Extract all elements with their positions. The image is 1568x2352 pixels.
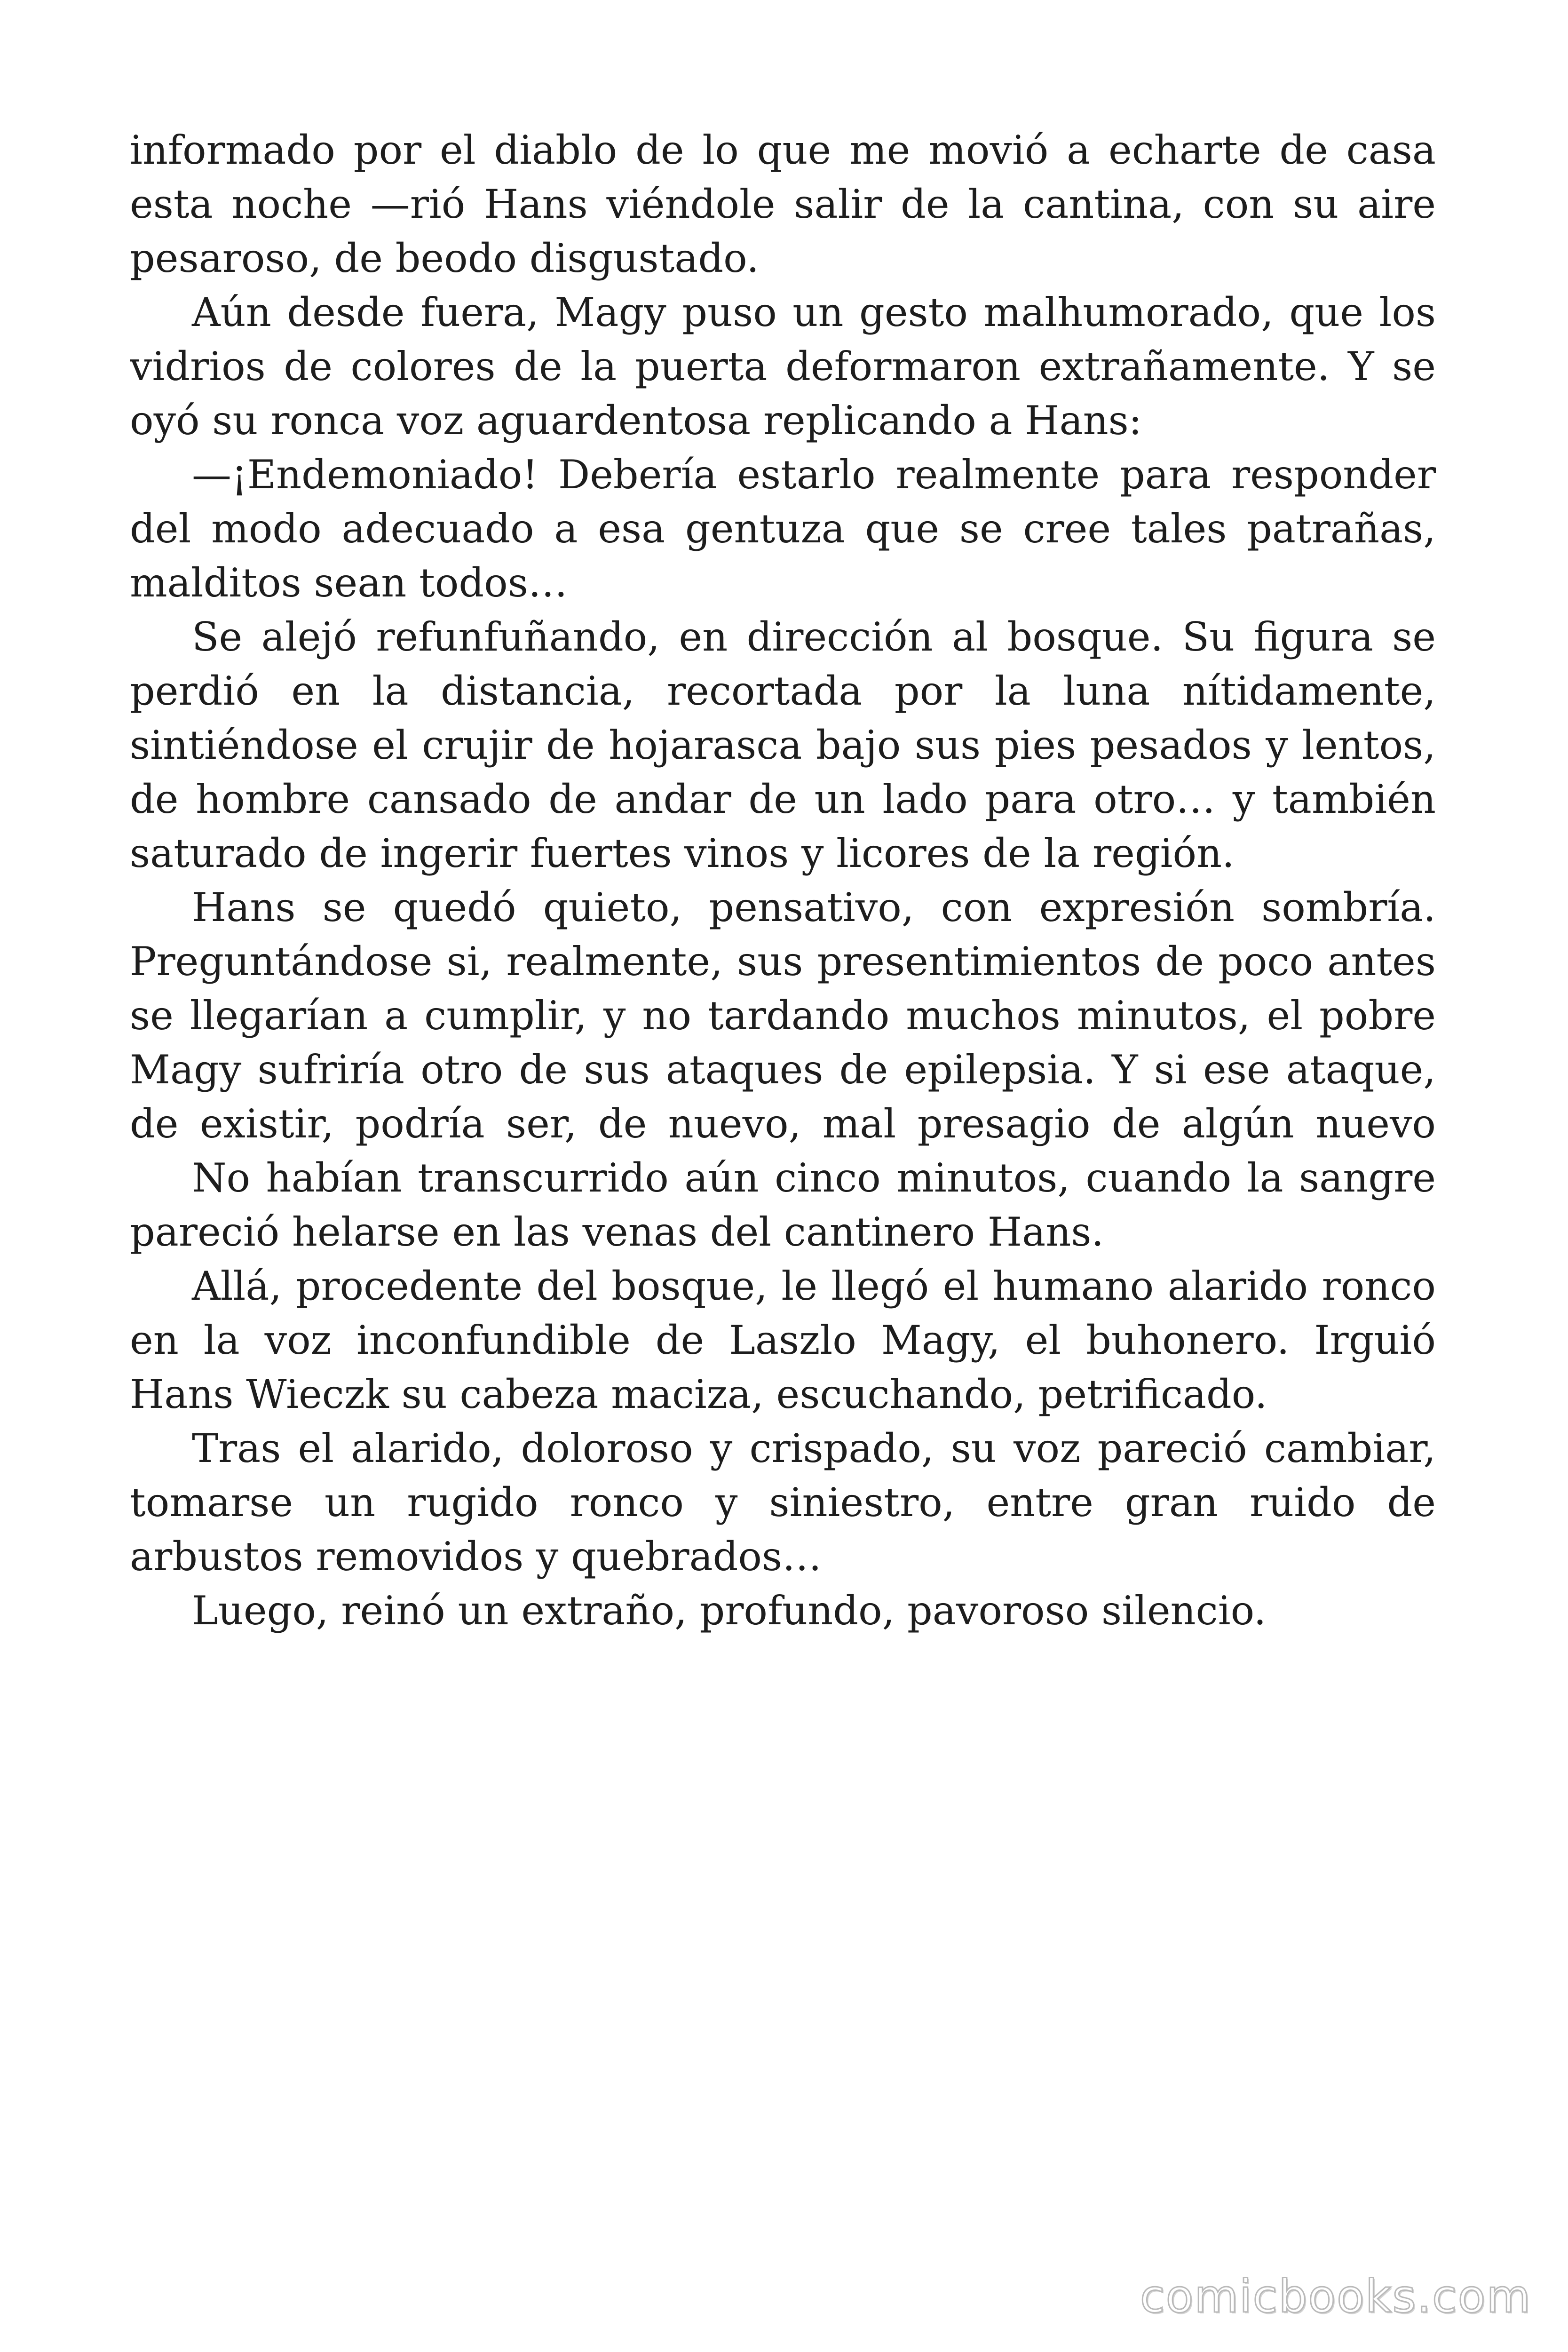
- paragraph: Tras el alarido, doloroso y crispado, su voz pareció cambiar, tomarse un rugido ronco y siniestro, entre gran ruido de arbustos removidos y quebrados…: [130, 1425, 1436, 1580]
- paragraph: —¡Endemoniado! Debería estarlo realmente para responder del modo adecuado a esa gentuza que se cree tales patrañas, malditos sean todos…: [130, 452, 1436, 606]
- paragraph: Hans se quedó quieto, pensativo, con expresión sombría. Preguntándose si, realmente, sus presentimientos de poco antes se llegarían a cumplir, y no tardando muchos minutos, el pobre Magy sufriría otro de sus ataques de epilepsia. Y si ese ataque, de existir, podría ser, de nuevo, mal presagio de algún nuevo: [130, 884, 1436, 1147]
- paragraph: Se alejó refunfuñando, en dirección al bosque. Su figura se perdió en la distancia, recortada por la luna nítidamente, sintiéndose el crujir de hojarasca bajo sus pies pesados y lentos, de hombre cansado de andar de un lado para otro… y también saturado de ingerir fuertes vinos y licores de la región.: [130, 614, 1436, 876]
- paragraph: Luego, reinó un extraño, profundo, pavoroso silencio.: [192, 1588, 1267, 1634]
- paragraph: No habían transcurrido aún cinco minutos, cuando la sangre pareció helarse en las venas del cantinero Hans.: [130, 1155, 1436, 1255]
- paragraph: informado por el diablo de lo que me movió a echarte de casa esta noche —rió Hans viéndole salir de la cantina, con su aire pesaroso, de beodo disgustado.: [130, 127, 1436, 281]
- watermark: comicbooks.com: [1140, 2270, 1531, 2323]
- paragraph: Aún desde fuera, Magy puso un gesto malhumorado, que los vidrios de colores de la puerta deformaron extrañamente. Y se oyó su ronca voz aguardentosa replicando a Hans:: [130, 289, 1436, 444]
- body-text: [130, 123, 1436, 1638]
- paragraph: Allá, procedente del bosque, le llegó el humano alarido ronco en la voz inconfundible de Laszlo Magy, el buhonero. Irguió Hans Wieczk su cabeza maciza, escuchando, petrificado.: [130, 1263, 1436, 1417]
